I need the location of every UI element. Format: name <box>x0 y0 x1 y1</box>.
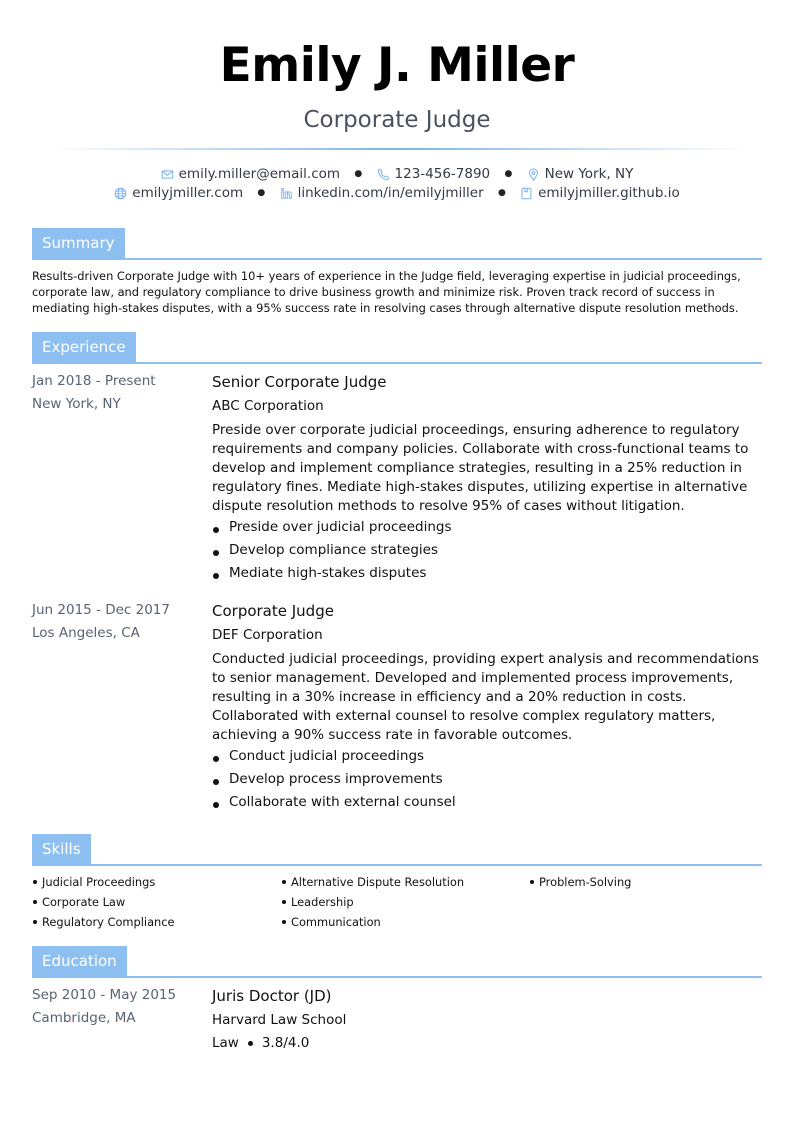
job-location: Los Angeles, CA <box>32 625 140 641</box>
list-item: Develop compliance strategies <box>212 541 764 564</box>
job-company: ABC Corporation <box>212 398 324 414</box>
list-item: Develop process improvements <box>212 770 764 793</box>
github-text: emilyjmiller.github.io <box>538 185 680 201</box>
skills-column <box>32 874 272 934</box>
skill-item: Corporate Law <box>32 894 272 914</box>
job-entry <box>212 373 764 587</box>
skill-item: Regulatory Compliance <box>32 914 272 934</box>
summary-paragraph: Results-driven Corporate Judge with 10+ years of experience in the Judge field, leveraging expertise in judicial proceedings, corporate law, and regulatory compliance to drive business growth and minimize risk. Proven track record of success in mediating high-stakes disputes, with a 95% success rate in resolving cases through alternative dispute resolution methods. <box>32 269 741 315</box>
section-rule <box>32 864 762 866</box>
job-meta <box>32 602 202 648</box>
gpa: 3.8/4.0 <box>261 1035 310 1051</box>
skill-item: Problem-Solving <box>529 874 769 894</box>
education-dates: Sep 2010 - May 2015 <box>32 987 177 1003</box>
education-details <box>212 1035 764 1051</box>
contact-phone[interactable] <box>377 166 491 182</box>
location-pin-icon <box>527 168 540 181</box>
phone-icon <box>377 168 390 181</box>
portfolio-icon <box>520 187 533 200</box>
separator-dot <box>248 1041 253 1046</box>
website-text: emilyjmiller.com <box>132 185 244 201</box>
section-title: Education <box>32 946 127 977</box>
header-divider <box>45 148 749 150</box>
field-of-study: Law <box>212 1035 239 1051</box>
job-dates: Jan 2018 - Present <box>32 373 156 389</box>
list-item: Preside over judicial proceedings <box>212 518 764 541</box>
section-rule <box>32 258 762 260</box>
contact-line-1 <box>0 166 794 182</box>
location-text: New York, NY <box>544 166 634 182</box>
separator-dot: ● <box>257 188 266 198</box>
job-bullets <box>212 518 764 587</box>
contact-line-2 <box>0 185 794 201</box>
contact-linkedin[interactable] <box>280 185 484 201</box>
contact-email[interactable] <box>161 166 340 182</box>
education-location: Cambridge, MA <box>32 1010 136 1026</box>
section-header-skills <box>32 834 762 866</box>
job-entry <box>212 602 764 816</box>
list-item: Mediate high-stakes disputes <box>212 564 764 587</box>
email-text: emily.miller@email.com <box>178 166 341 182</box>
skills-column <box>281 874 521 934</box>
separator-dot: ● <box>497 188 506 198</box>
contact-website[interactable] <box>114 185 243 201</box>
job-description: Conducted judicial proceedings, providing expert analysis and recommendations to senior management. Developed and implemented process improvements, resulting in a 30% increase in efficiency and a 20% reduction in costs. Collaborated with external counsel to resolve complex regulatory matters, achieving a 90% success rate in favorable outcomes. <box>212 651 759 743</box>
phone-text: 123-456-7890 <box>394 166 491 182</box>
section-header-education <box>32 946 762 978</box>
skill-item: Communication <box>281 914 521 934</box>
contact-location <box>527 166 634 182</box>
candidate-title: Corporate Judge <box>303 107 491 133</box>
list-item: Conduct judicial proceedings <box>212 747 764 770</box>
job-title: Corporate Judge <box>212 602 334 620</box>
linkedin-icon <box>280 187 293 200</box>
section-rule <box>32 976 762 978</box>
job-company: DEF Corporation <box>212 627 323 643</box>
skill-item: Judicial Proceedings <box>32 874 272 894</box>
skills-column <box>529 874 769 894</box>
section-rule <box>32 362 762 364</box>
globe-icon <box>114 187 127 200</box>
section-header-experience <box>32 332 762 364</box>
education-meta <box>32 987 202 1033</box>
section-title: Summary <box>32 228 125 259</box>
section-header-summary <box>32 228 762 260</box>
list-item: Collaborate with external counsel <box>212 793 764 816</box>
job-bullets <box>212 747 764 816</box>
separator-dot: ● <box>504 169 513 179</box>
email-icon <box>161 168 174 181</box>
school-name: Harvard Law School <box>212 1012 347 1028</box>
education-entry <box>212 987 764 1051</box>
job-meta <box>32 373 202 419</box>
separator-dot: ● <box>354 169 363 179</box>
candidate-name: Emily J. Miller <box>219 38 575 93</box>
section-title: Experience <box>32 332 136 363</box>
job-location: New York, NY <box>32 396 121 412</box>
job-description: Preside over corporate judicial proceedings, ensuring adherence to regulatory requirements and company policies. Collaborate with cross-functional teams to develop and implement compliance strategies, resulting in a 25% reduction in regulatory fines. Mediate high-stakes disputes, utilizing expertise in alternative dispute resolution methods to resolve 95% of cases without litigation. <box>212 422 749 514</box>
job-dates: Jun 2015 - Dec 2017 <box>32 602 170 618</box>
skill-item: Alternative Dispute Resolution <box>281 874 521 894</box>
skill-item: Leadership <box>281 894 521 914</box>
section-title: Skills <box>32 834 91 865</box>
contact-github[interactable] <box>520 185 680 201</box>
job-title: Senior Corporate Judge <box>212 373 387 391</box>
degree-title: Juris Doctor (JD) <box>212 987 332 1005</box>
linkedin-text: linkedin.com/in/emilyjmiller <box>297 185 484 201</box>
